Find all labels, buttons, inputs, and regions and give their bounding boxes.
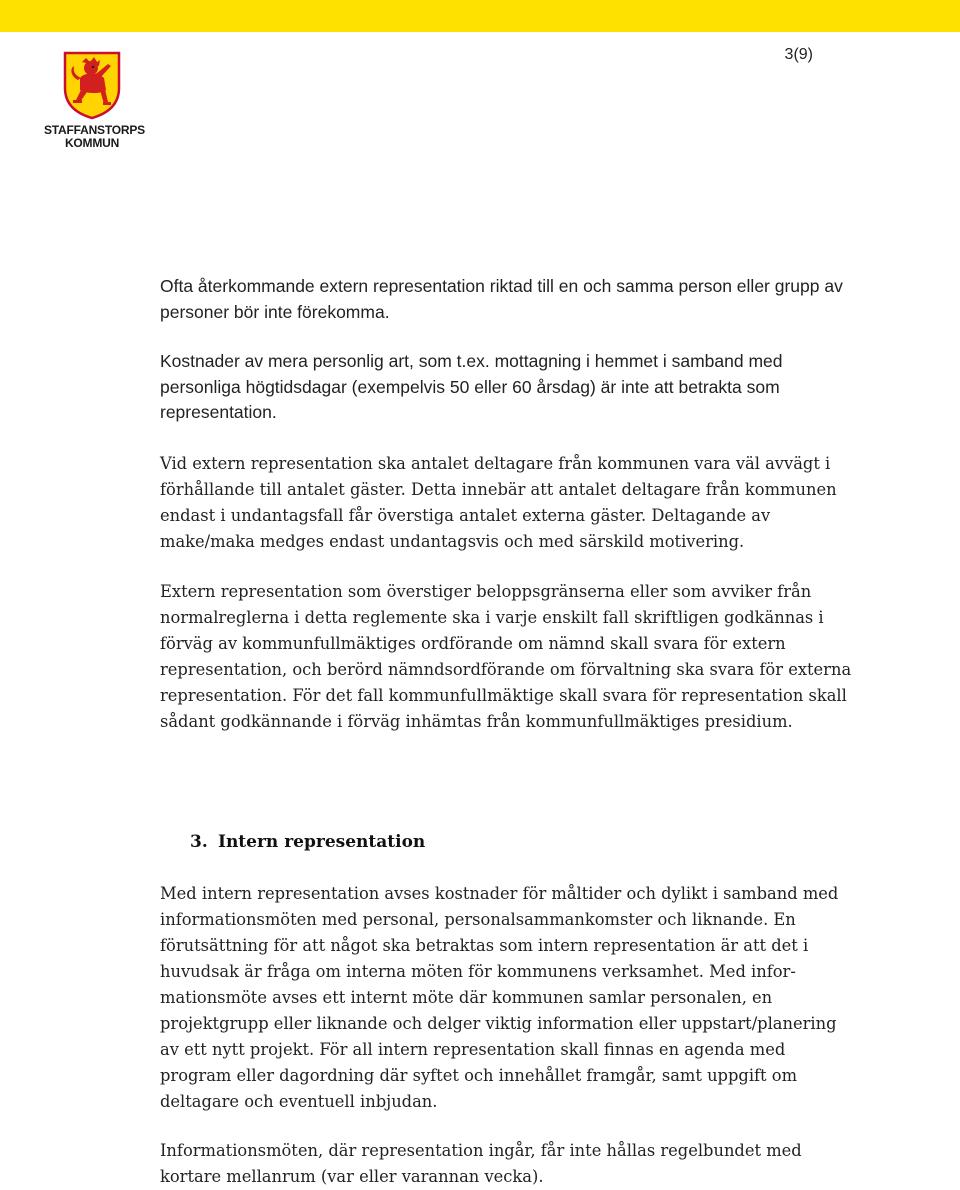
logo-text-line2: KOMMUN: [64, 136, 120, 150]
section-number: 3.: [190, 832, 208, 852]
paragraph-1: Ofta återkommande extern representation riktad till en och samma person eller grupp av personer bör inte förekomma.: [160, 276, 843, 322]
paragraph-3: Vid extern representation ska antalet deltagare från kommunen vara väl avvägt i förhållande till antalet gäster. Detta innebär att antalet deltagare från kommunen endast i undantagsfall får överstiga antalet externa gäster. Deltagande av make/maka medges endast undantagsvis och med särskild motivering.: [160, 454, 837, 551]
paragraph-2: Kostnader av mera personlig art, som t.ex. mottagning i hemmet i samband med personliga högtidsdagar (exempelvis 50 eller 60 årsdag) är inte att betrakta som representation.: [160, 351, 783, 422]
section-title: Intern representation: [218, 832, 426, 852]
section-paragraph-1: Med intern representation avses kostnader för måltider och dylikt i samband med informationsmöten med personal, personalsammankomster och liknande. En förutsättning för att något ska betraktas som intern representation är att det i huvudsak är fråga om interna möten för kommunens verksamhet. Med informationsmöte avses ett internt möte där kommunen samlar personalen, en projektgrupp eller liknande och delger viktig information eller uppstart/planering av ett nytt projekt. För all intern representation skall finnas en agenda med program eller dagordning där syftet och innehållet framgår, samt uppgift om deltagare och eventuell inbjudan.: [160, 884, 839, 1111]
municipality-logo: [44, 50, 145, 150]
section-heading: [190, 832, 425, 852]
page-number: 3(9): [784, 46, 813, 63]
paragraph-4: Extern representation som överstiger beloppsgränserna eller som avviker från normalreglerna i detta reglemente ska i varje enskilt fall skriftligen godkännas i förväg av kommunfullmäktiges ordförande om nämnd skall svara för extern representation, och berörd nämndsordförande om förvaltning ska svara för externa representation. För det fall kommunfullmäktige skall svara för representation skall sådant godkännande i förväg inhämtas från kommunfullmäktiges presidium.: [160, 582, 852, 731]
section-paragraph-2: Informationsmöten, där representation ingår, får inte hållas regelbundet med kortare mellanrum (var eller varannan vecka).: [160, 1141, 802, 1186]
logo-text-line1: STAFFANSTORPS: [44, 123, 145, 137]
header-accent-bar: [0, 0, 960, 32]
coat-of-arms-icon: [62, 50, 122, 120]
